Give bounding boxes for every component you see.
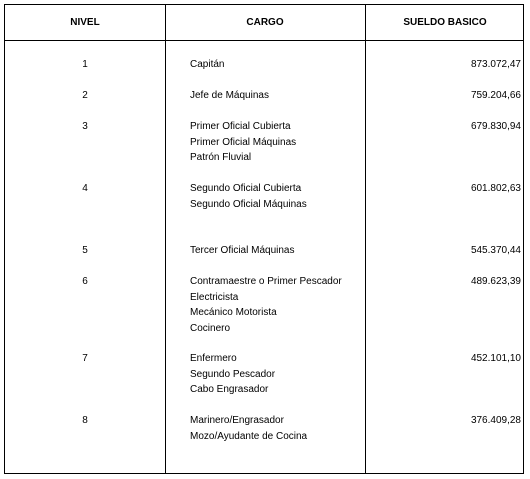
- sueldo-cell: 601.802,63: [470, 183, 521, 194]
- cargo-cell: [190, 413, 370, 444]
- sueldo-cell: 679.830,94: [470, 121, 521, 132]
- nivel-cell: 7: [82, 353, 88, 364]
- sueldo-cell: 759.204,66: [470, 90, 521, 101]
- nivel-cell: 2: [82, 90, 88, 101]
- nivel-cell: 8: [82, 415, 88, 426]
- cargo-line: Segundo Oficial Cubierta: [190, 183, 302, 194]
- cargo-line: Jefe de Máquinas: [190, 90, 269, 101]
- cargo-line: Marinero/Engrasador: [190, 415, 284, 426]
- cargo-line: Primer Oficial Máquinas: [190, 136, 297, 148]
- cargo-cell: [190, 119, 370, 166]
- cargo-line: Contramaestre o Primer Pescador: [190, 276, 342, 287]
- column-divider: [165, 5, 166, 473]
- sueldo-cell: 452.101,10: [470, 353, 521, 364]
- header-cargo: CARGO: [246, 17, 284, 28]
- cargo-line: Segundo Pescador: [190, 368, 276, 380]
- cargo-line: Capitán: [190, 59, 225, 70]
- nivel-cell: 6: [82, 276, 88, 287]
- cargo-line: Mozo/Ayudante de Cocina: [190, 430, 308, 442]
- sueldo-cell: 545.370,44: [470, 245, 521, 256]
- cargo-cell: [190, 351, 370, 398]
- header-divider: [5, 40, 523, 41]
- cargo-line: Electricista: [190, 291, 239, 303]
- cargo-line: Cocinero: [190, 322, 231, 334]
- cargo-line: Cabo Engrasador: [190, 384, 269, 395]
- cargo-cell: [190, 88, 370, 104]
- cargo-cell: [190, 181, 370, 212]
- header-nivel: NIVEL: [70, 17, 100, 28]
- salary-table: [4, 4, 524, 474]
- sueldo-cell: 376.409,28: [470, 415, 521, 426]
- cargo-line: Primer Oficial Cubierta: [190, 121, 291, 132]
- cargo-line: Tercer Oficial Máquinas: [190, 245, 295, 256]
- header-sueldo: SUELDO BASICO: [403, 17, 487, 28]
- nivel-cell: 3: [82, 121, 88, 132]
- sueldo-cell: 873.072,47: [470, 59, 521, 70]
- cargo-cell: [190, 57, 370, 73]
- cargo-cell: [190, 243, 370, 259]
- cargo-cell: [190, 274, 370, 336]
- cargo-line: Enfermero: [190, 353, 237, 364]
- cargo-line: Segundo Oficial Máquinas: [190, 198, 307, 210]
- cargo-line: Patrón Fluvial: [190, 152, 252, 163]
- sueldo-cell: 489.623,39: [470, 276, 521, 287]
- nivel-cell: 5: [82, 245, 88, 256]
- cargo-line: Mecánico Motorista: [190, 307, 277, 318]
- nivel-cell: 4: [82, 183, 88, 194]
- column-divider: [365, 5, 366, 473]
- nivel-cell: 1: [82, 59, 88, 70]
